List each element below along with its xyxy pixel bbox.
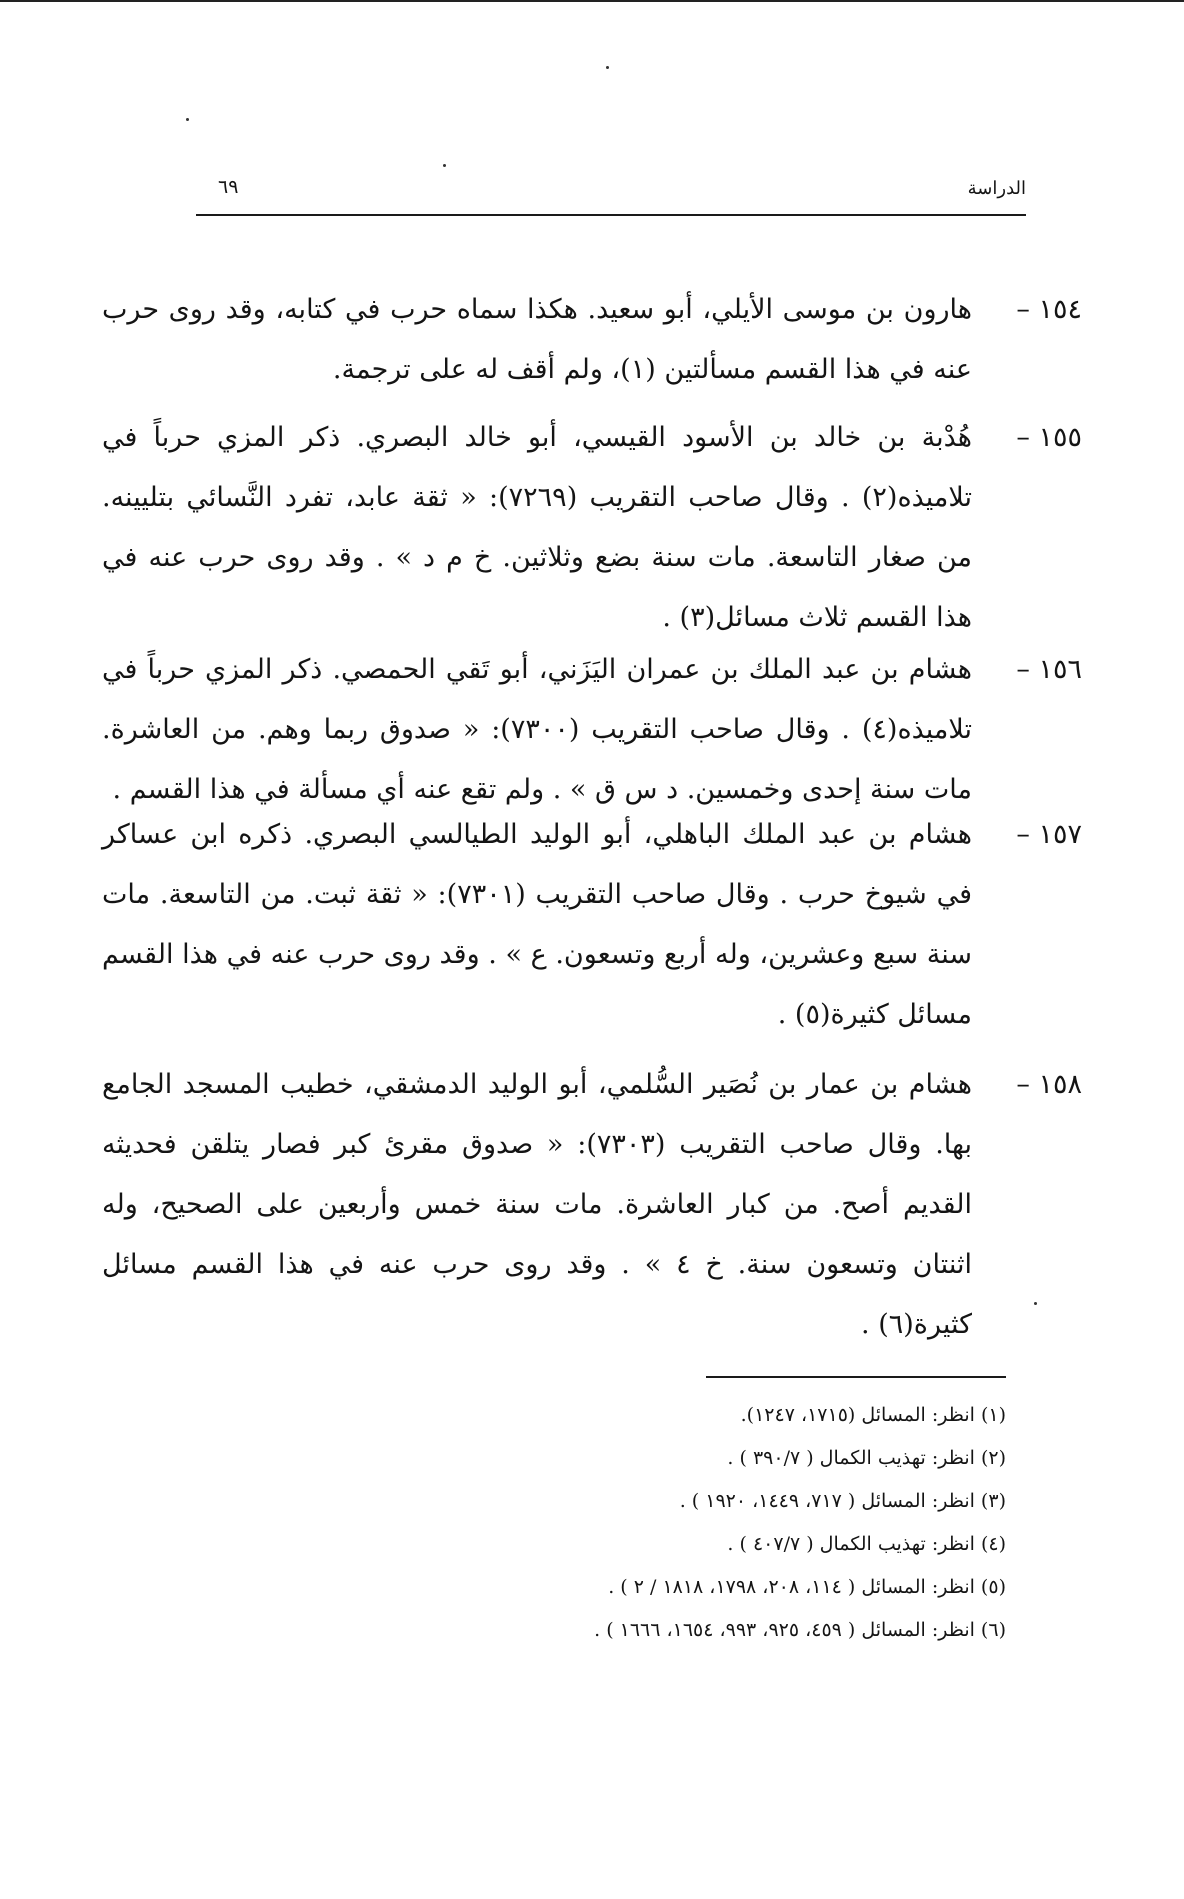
scan-speck (606, 66, 609, 69)
entry-157 (102, 805, 1082, 1055)
entry-text: هشام بن عبد الملك بن عمران اليَزَني، أبو تَقي الحمصي. ذكر المزي حرباً في تلاميذه(٤) . وقال صاحب التقريب (٧٣٠٠): « صدوق ربما وهم. من العاشرة. مات سنة إحدى وخمسين. د س ق » . ولم تقع عنه أي مسألة في هذا القسم . (102, 654, 972, 805)
entry-number: ١٥٦ – (1016, 654, 1082, 685)
entry-text: هُدْبة بن خالد بن الأسود القيسي، أبو خالد البصري. ذكر المزي حرباً في تلاميذه(٢) . وقال صاحب التقريب (٧٢٦٩): « ثقة عابد، تفرد النَّسائي بتليينه. من صغار التاسعة. مات سنة بضع وثلاثين. خ م د » . وقد روى حرب عنه في هذا القسم ثلاث مسائل(٣) . (102, 422, 972, 633)
scan-speck (186, 118, 189, 121)
entry-text: هشام بن عمار بن نُصَير السُّلمي، أبو الوليد الدمشقي، خطيب المسجد الجامع بها. وقال صاحب التقريب (٧٣٠٣): « صدوق مقرئ كبر فصار يتلقن فحديثه القديم أصح. من كبار العاشرة. مات سنة خمس وأربعين على الصحيح، وله اثنتان وتسعون سنة. خ ٤ » . وقد روى حرب عنه في هذا القسم مسائل كثيرة(٦) . (102, 1069, 972, 1340)
entries-list (102, 280, 1082, 1355)
entry-text: هشام بن عبد الملك الباهلي، أبو الوليد الطيالسي البصري. ذكره ابن عساكر في شيوخ حرب . وقال صاحب التقريب (٧٣٠١): « ثقة ثبت. من التاسعة. مات سنة سبع وعشرين، وله أربع وتسعون. ع » . وقد روى حرب عنه في هذا القسم مسائل كثيرة(٥) . (102, 819, 972, 1030)
entry-number: ١٥٤ – (1016, 294, 1082, 325)
entry-155 (102, 408, 1082, 640)
footnote-item: (٣) انظر: المسائل ( ٧١٧، ١٤٤٩، ١٩٢٠ ) . (679, 1490, 1006, 1512)
footnote-item: (١) انظر: المسائل (١٧١٥، ١٢٤٧). (740, 1404, 1006, 1426)
entry-number: ١٥٧ – (1016, 819, 1082, 850)
footnote-item: (٢) انظر: تهذيب الكمال ( ٣٩٠/٧ ) . (727, 1447, 1006, 1469)
entry-text: هارون بن موسى الأيلي، أبو سعيد. هكذا سماه حرب في كتابه، وقد روى حرب عنه في هذا القسم مسألتين (١)، ولم أقف له على ترجمة. (102, 294, 972, 385)
header-rule (196, 214, 1026, 216)
footnote-item: (٤) انظر: تهذيب الكمال ( ٤٠٧/٧ ) . (727, 1533, 1006, 1555)
entry-number: ١٥٨ – (1016, 1069, 1082, 1100)
entry-158 (102, 1055, 1082, 1355)
scan-edge-line (0, 0, 1184, 2)
footnote-item: (٦) انظر: المسائل ( ٤٥٩، ٩٢٥، ٩٩٣، ١٦٥٤، ١٦٦٦ ) . (594, 1619, 1006, 1641)
entry-154 (102, 280, 1082, 408)
footnote-item: (٥) انظر: المسائل ( ١١٤، ٢٠٨، ١٧٩٨، ١٨١٨ / ٢ ) . (608, 1576, 1006, 1598)
scan-speck (443, 164, 446, 167)
running-header-title: الدراسة (967, 178, 1026, 199)
footnote-rule (706, 1376, 1006, 1378)
entry-number: ١٥٥ – (1016, 422, 1082, 453)
entry-156 (102, 640, 1082, 805)
footnotes-list (246, 1394, 1006, 1652)
page-number: ٦٩ (218, 176, 239, 198)
